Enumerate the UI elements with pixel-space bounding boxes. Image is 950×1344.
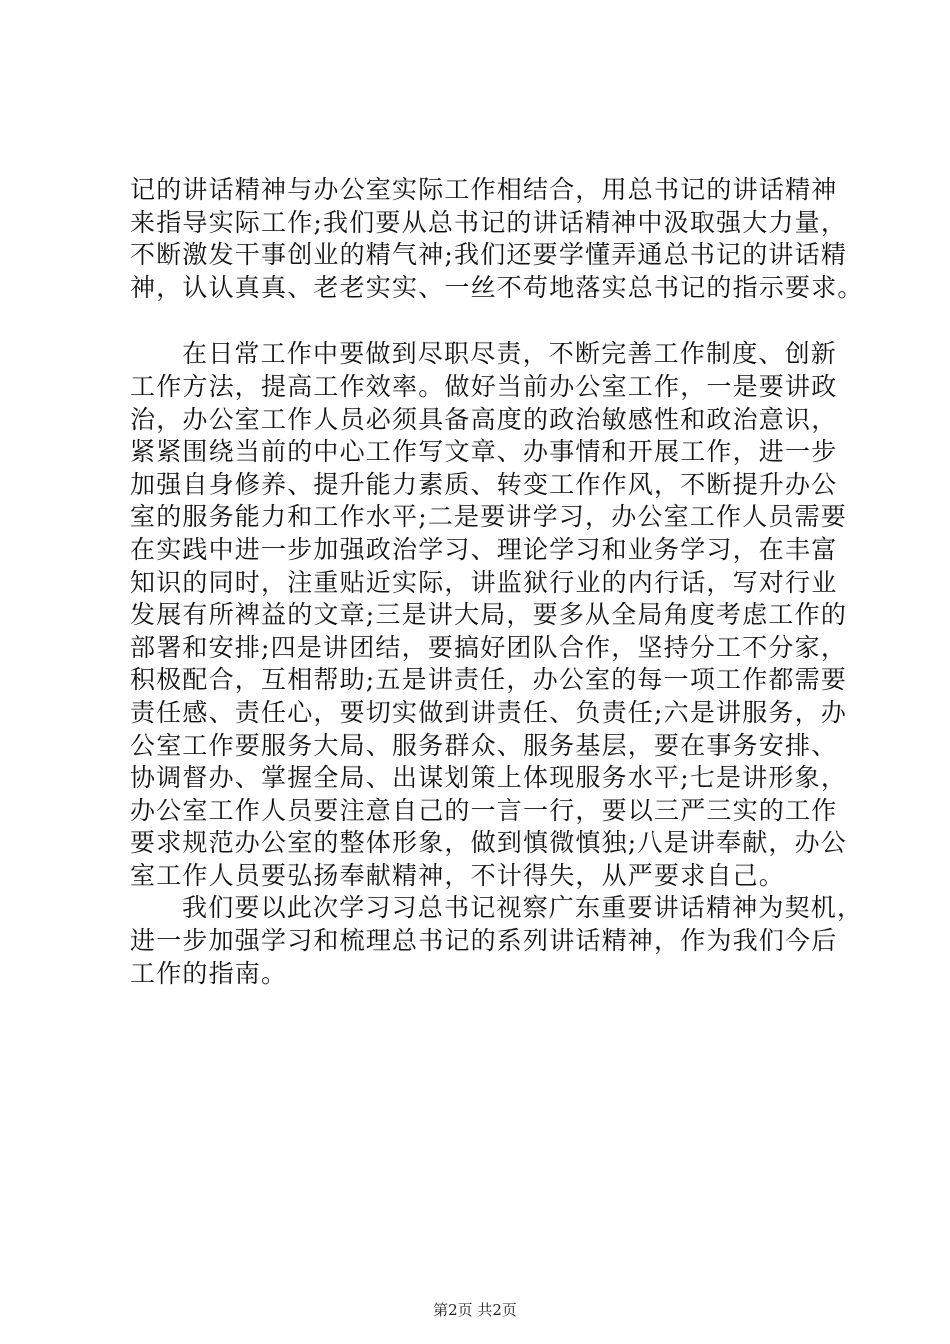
text-line: 紧紧围绕当前的中心工作写文章、办事情和开展工作，进一步 [130, 437, 838, 467]
text-line: 来指导实际工作;我们要从总书记的讲话精神中汲取强大力量， [130, 207, 848, 237]
text-line: 在日常工作中要做到尽职尽责，不断完善工作制度、创新 [182, 339, 838, 369]
text-line: 工作的指南。 [130, 958, 288, 988]
text-line: 记的讲话精神与办公室实际工作相结合，用总书记的讲话精神 [130, 175, 838, 204]
text-line: 公室工作要服务大局、服务群众、服务基层，要在事务安排、 [130, 730, 838, 760]
text-line: 要求规范办公室的整体形象，做到慎微慎独;八是讲奉献，办公 [130, 828, 848, 858]
document-body [130, 174, 864, 990]
text-line: 部署和安排;四是讲团结，要搞好团队合作，坚持分工不分家， [130, 632, 848, 662]
text-line: 在实践中进一步加强政治学习、理论学习和业务学习，在丰富 [130, 534, 838, 564]
paragraph-spacer [130, 304, 842, 338]
page-number-footer: 第2页 共2页 [433, 1301, 517, 1319]
text-line: 不断激发干事创业的精气神;我们还要学懂弄通总书记的讲话精 [130, 240, 848, 270]
text-line: 积极配合，互相帮助;五是讲责任，办公室的每一项工作都需要 [130, 665, 848, 695]
text-line: 协调督办、掌握全局、出谋划策上体现服务水平;七是讲形象， [130, 763, 848, 793]
text-line: 我们要以此次学习习总书记视察广东重要讲话精神为契机， [182, 893, 864, 923]
text-line: 神，认认真真、老老实实、一丝不苟地落实总书记的指示要求。 [130, 272, 864, 302]
paragraph-3 [130, 892, 864, 990]
text-line: 治，办公室工作人员必须具备高度的政治敏感性和政治意识， [130, 404, 838, 434]
text-line: 办公室工作人员要注意自己的一言一行，要以三严三实的工作 [130, 795, 838, 825]
text-line: 发展有所裨益的文章;三是讲大局，要多从全局角度考虑工作的 [130, 600, 848, 630]
text-line: 进一步加强学习和梳理总书记的系列讲话精神，作为我们今后 [130, 926, 838, 956]
text-line: 室工作人员要弘扬奉献精神，不计得失，从严要求自己。 [130, 860, 786, 890]
text-line: 室的服务能力和工作水平;二是要讲学习，办公室工作人员需要 [130, 502, 848, 532]
text-line: 加强自身修养、提升能力素质、转变工作作风，不断提升办公 [130, 469, 838, 499]
paragraph-2 [130, 338, 848, 892]
text-line: 知识的同时，注重贴近实际，讲监狱行业的内行话，写对行业 [130, 567, 838, 597]
text-line: 责任感、责任心，要切实做到讲责任、负责任;六是讲服务，办 [130, 697, 848, 727]
text-line: 工作方法，提高工作效率。做好当前办公室工作，一是要讲政 [130, 371, 838, 401]
paragraph-1 [130, 174, 864, 304]
